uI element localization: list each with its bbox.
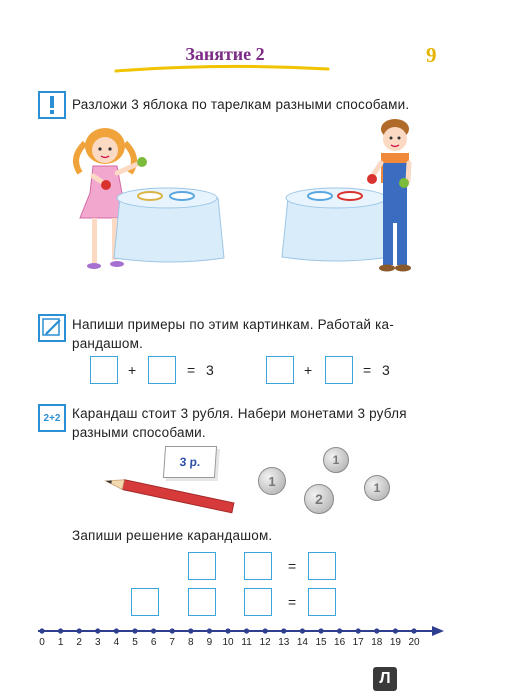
pencil-illustration [100,476,245,516]
number-line-tick [263,628,268,633]
number-line-tick [39,628,44,633]
task3-line1: Карандаш стоит 3 рубля. Набери монетами 3 рубля [72,406,407,421]
answer-box[interactable] [90,356,118,384]
answer-box[interactable] [188,552,216,580]
number-line-label: 9 [206,637,213,648]
number-line-label: 7 [169,637,175,648]
number-line-tick [300,628,305,633]
coin-icon: 1 [364,475,390,501]
answer-box[interactable] [148,356,176,384]
number-line-tick [281,628,286,633]
number-line-tick [244,628,249,633]
number-line-tick [132,628,137,633]
number-line-label: 13 [278,637,290,648]
number-line-label: 14 [296,637,308,648]
number-line-label: 11 [241,637,252,648]
number-line-tick [411,628,416,633]
number-line-label: 18 [371,637,383,648]
equals-sign: = [187,362,196,378]
number-line-tick [188,628,193,633]
number-line-tick [374,628,379,633]
pencil-icon [38,314,66,342]
number-line-label: 15 [315,637,327,648]
equals-sign: = [288,558,297,574]
answer-box[interactable] [244,552,272,580]
number-line-tick [225,628,230,633]
number-line-label: 16 [334,637,346,648]
girl-with-table-illustration [60,118,230,288]
task1-text: Разложи 3 яблока по тарелкам разными способами. [72,97,410,112]
exclamation-icon [38,91,66,119]
coin-icon: 2 [304,484,334,514]
answer-box[interactable] [325,356,353,384]
task2-line1: Напиши примеры по этим картинкам. Работай ка- [72,317,394,332]
number-line-tick [356,628,361,633]
number-line-label: 1 [57,637,64,648]
number-line-label: 2 [76,637,82,648]
plus-sign: + [304,362,313,378]
math-icon: 2+2 [38,404,66,432]
answer-box[interactable] [266,356,294,384]
number-line-tick [393,628,398,633]
number-line-label: 20 [408,637,420,648]
number-line-label: 12 [259,637,271,648]
answer-box[interactable] [244,588,272,616]
price-tag: 3 р. [163,446,217,478]
number-line-tick [170,628,175,633]
coin-icon: 1 [258,467,286,495]
number-line-tick [77,628,82,633]
number-line-tick [114,628,119,633]
task3-line2: разными способами. [72,425,206,440]
result-value: 3 [382,362,390,378]
answer-box[interactable] [308,552,336,580]
number-line-tick [95,628,100,633]
task3-instruction: Запиши решение карандашом. [72,528,273,543]
page-title: Занятие 2 [185,44,265,64]
page-number: 9 [426,43,437,67]
number-line-label: 19 [389,637,401,648]
number-line-tick [337,628,342,633]
task2-line2: рандашом. [72,336,144,351]
title-underline [112,62,332,76]
plus-sign: + [128,362,137,378]
answer-box[interactable] [308,588,336,616]
equals-sign: = [288,594,297,610]
number-line-label: 8 [188,637,194,648]
number-line-label: 3 [95,637,101,648]
number-line-label: 6 [150,637,157,648]
number-line-tick [207,628,212,633]
answer-box[interactable] [188,588,216,616]
number-line-label: 5 [132,637,138,648]
number-line-label: 17 [352,637,364,648]
result-value: 3 [206,362,214,378]
publisher-logo: Л [373,667,397,691]
boy-with-table-illustration [280,115,440,290]
answer-box[interactable] [131,588,159,616]
number-line-tick [58,628,63,633]
coin-icon: 1 [323,447,349,473]
number-line-label: 10 [222,637,234,648]
number-line-label: 0 [39,637,45,648]
number-line-tick [151,628,156,633]
number-line-label: 4 [113,637,120,648]
equals-sign: = [363,362,372,378]
number-line-tick [318,628,323,633]
